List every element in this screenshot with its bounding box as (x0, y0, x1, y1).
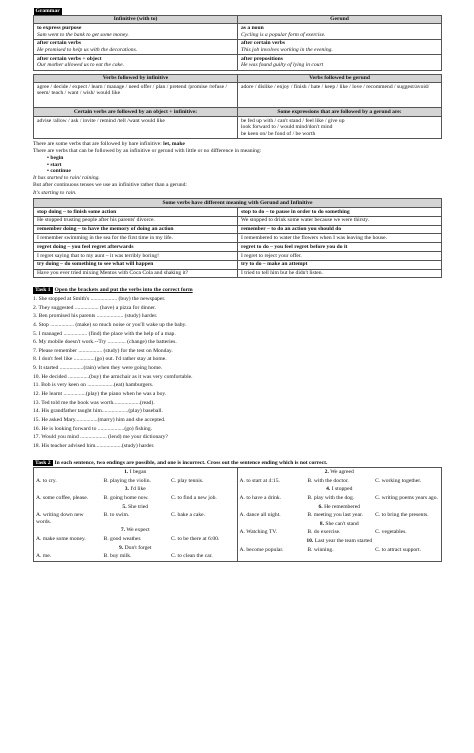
expression-line: be fed up with / can't stand / feel like / give up (241, 117, 345, 124)
task2-item-header (34, 485, 237, 494)
example: He was found guilty of lying in court (241, 62, 324, 69)
task1-item[interactable]: 13. Ted told me the book was worth...................(read). (33, 399, 155, 406)
task1-item[interactable]: 3. Ben promised his parents ................... (study) harder. (33, 313, 158, 320)
task2-option[interactable]: C. to bring the presents. (375, 512, 429, 519)
task2-option[interactable]: A. dance all night. (239, 512, 281, 519)
task2-stem: I began (129, 469, 147, 476)
task2-number: 7. (120, 527, 126, 534)
table-row: I regret saying that to my aunt – it was terribly boring! I regret to reject your offer. (34, 251, 442, 260)
task2-stem: We agreed (330, 469, 354, 476)
task2-stem: Don't forget (124, 544, 152, 551)
list-item: • continue (47, 168, 442, 175)
expression-line: look forward to / would mind/don't mind (241, 124, 333, 131)
task2-option[interactable]: B. winning. (307, 546, 334, 553)
task2-number: 9. (119, 544, 124, 551)
task2-options-row (34, 552, 237, 561)
task2-left-column (34, 468, 238, 561)
task2-option[interactable]: B. playing the violin. (103, 477, 151, 484)
task2-option[interactable]: C. working together. (375, 477, 422, 484)
task1-item[interactable]: 15. He asked Mary................(marry) him and she accepted. (33, 417, 166, 424)
rule: after certain verbs (241, 40, 286, 47)
task1-item[interactable]: 8. I don't feel like ...............(go) out. I'd rather stay at home. (33, 356, 167, 363)
verbs-infinitive-list: agree / decide / expect / learn / manage / need offer / plan / pretend /promise /refuse / seem/ teach / want / wish/ would like (34, 83, 238, 108)
task2-option[interactable]: C. writing poems years ago. (375, 495, 438, 502)
task2-number: 1. (124, 469, 129, 476)
task2-stem: We expect (126, 527, 150, 534)
task1-item[interactable]: 7. Please remember ................. (study) for the test on Monday. (33, 347, 173, 354)
meaning-header: Some verbs have different meaning with Gerund and Infinitive (34, 199, 442, 208)
task1-item[interactable]: 12. He learnt ................(play) the piano when he was a boy. (33, 391, 167, 398)
task2-option[interactable]: C. to be there at 6:00. (171, 536, 220, 543)
example: It's starting to rain. (33, 189, 77, 196)
task2-item-header (34, 503, 237, 512)
task2-item-header (238, 485, 442, 494)
task1-item[interactable]: 6. My mobile doesn't work.--Try ............. (change) the batteries. (33, 339, 177, 346)
grammar-label: Grammar (35, 8, 60, 14)
task1-item[interactable]: 9. It started .................(rain) when they were going home. (33, 365, 163, 372)
list-item: • start (47, 162, 442, 169)
little-difference-note: There are verbs that can be followed by an infinitive or gerund with little or no difference in meaning: (33, 147, 262, 154)
task2-stem: He remembered (324, 503, 360, 510)
task2-option[interactable]: B. meeting you last year. (307, 512, 363, 519)
task2-stem: Last year the team started (314, 538, 373, 545)
infinitive-header: Infinitive (with to) (34, 15, 238, 24)
task2-option[interactable]: B. buy milk. (103, 553, 132, 560)
verbs-infinitive-header: Verbs followed by infinitive (34, 74, 238, 83)
table-row: try doing – do something to see what will happen try to do – make an attempt (34, 260, 442, 269)
task2-number: 6. (318, 503, 323, 510)
task2-grid (33, 467, 442, 562)
task2-title: Task 2 In each sentence, two endings are possible, and one is incorrect. Cross out the sentence ending which is not correct. (35, 459, 328, 466)
table-row: remember doing – to have the memory of doing an action remember – to do an action you should do (34, 225, 442, 234)
expression-line: be keen on/ be fond of / be worth (241, 130, 316, 137)
task1-item[interactable]: 2. They suggested ................. (have) a pizza for dinner. (33, 304, 157, 311)
task2-option[interactable]: A. make some money. (36, 536, 86, 543)
task2-item-header (34, 544, 237, 553)
verb-bullet-list (33, 155, 442, 175)
task2-item-header (34, 526, 237, 535)
example: He promised to help us with the decorations. (37, 46, 138, 53)
task2-number: 4. (326, 486, 331, 493)
gerund-expressions-header: Some expressions that are followed by a gerund are: (238, 108, 442, 117)
task2-option[interactable]: A. some coffee, please. (36, 495, 89, 502)
worksheet (33, 8, 442, 562)
task1-item[interactable]: 4. Stop ................. (make) so much noise or you'll wake up the baby. (33, 321, 187, 328)
task1-item[interactable]: 17. Would you mind ................... (lend) me your dictionary? (33, 434, 168, 441)
task2-option[interactable]: C. to clean the car. (171, 553, 213, 560)
task1-title: Task 1 Open the brackets and put the verbs into the correct form (35, 287, 193, 294)
task2-item-header (238, 468, 442, 477)
task2-stem: I'd like (130, 486, 146, 493)
task2-item-header (34, 468, 237, 477)
task2-option[interactable]: A. become popular. (239, 546, 284, 553)
grammar-table (33, 8, 442, 139)
task2-option[interactable]: A. to start at 4:15. (239, 477, 280, 484)
meaning-table (33, 198, 442, 278)
task1-item[interactable]: 1. She stopped at Smith's ................... (buy) the newspaper. (33, 295, 166, 302)
task1-item[interactable]: 5. I managed ................. (find) the place with the help of a map. (33, 330, 176, 337)
task1-item[interactable]: 14. His grandfather taught him...................(play) baseball. (33, 408, 163, 415)
table-row (34, 24, 442, 39)
task1-item[interactable]: 18. His teacher advised him...................(study) harder. (33, 443, 155, 450)
object-infinitive-list: advise /allow / ask / invite / remind /tell /want would like (34, 117, 238, 139)
table-row: I remember swimming in the sea for the first time in my life. I remembered to water the flowers when I was leaving the house. (34, 234, 442, 243)
task2-label: Task 2 (35, 459, 51, 466)
task2-option[interactable]: A. to cry. (36, 477, 57, 484)
task2-options-row (34, 477, 237, 486)
task2-option[interactable]: B. do exercise. (307, 529, 341, 536)
rule: after certain verbs (37, 40, 82, 47)
task2-option[interactable]: C. bake a cake. (171, 512, 206, 519)
task2-options-row (238, 528, 442, 537)
task2-options-row (34, 535, 237, 544)
task2-option[interactable]: C. play tennis. (171, 477, 204, 484)
task1-item[interactable]: 11. Bob is very keen on ...................(eat) hamburgers. (33, 382, 154, 389)
task2-item-header (238, 520, 442, 529)
task2-option[interactable]: B. going home now. (103, 495, 149, 502)
table-row: Have you ever tried mixing Mentos with Coca Cola and shaking it? I tried to tell him but he didn't listen. (34, 269, 442, 278)
table-row: He stopped trusting people after his parents' divorce. We stopped to drink some water because we were thirsty. (34, 216, 442, 225)
task2-option[interactable]: B. with the doctor. (307, 477, 349, 484)
table-row: regret doing – you feel regret afterwards regret to do – you feel regret before you do it (34, 243, 442, 252)
task1-list (33, 295, 442, 451)
continuous-note: But after continuous tenses we use an infinitive rather than a gerund: (33, 182, 187, 189)
task2-option[interactable]: A. me. (36, 553, 52, 560)
gerund-header: Gerund (238, 15, 442, 24)
task2-number: 3. (124, 486, 129, 493)
task2-options-row (34, 511, 237, 526)
verbs-gerund-list: adore / dislike / enjoy / finish / hate / keep / like / love / recommend / suggest/avoid/ (238, 83, 442, 108)
task2-item-header (238, 503, 442, 512)
task2-item-header (238, 537, 442, 546)
task2-options-row (34, 494, 237, 503)
list-item: • begin (47, 155, 442, 162)
task2-stem: She can't stand (325, 520, 359, 527)
task2-options-row (238, 494, 442, 503)
task2-stem: She tried (128, 503, 149, 510)
task2-option[interactable]: A. Watching TV. (239, 529, 277, 536)
task2-option[interactable]: C. to find a new job. (171, 495, 217, 502)
example: Cycling is a popular form of exercise. (241, 31, 326, 38)
bare-infinitive-note: There are some verbs that are followed by bare infinitive: let, make (33, 140, 185, 147)
example: This job involves working in the evening. (241, 46, 333, 53)
task2-number: 10. (306, 538, 314, 545)
task1-item[interactable]: 10. He decided ...............(buy) the armchair as it was very comfortable. (33, 373, 193, 380)
example: Sam went to the bank to get some money. (37, 31, 129, 38)
task1-item[interactable]: 16. He is looking forward to ...................(go) fishing. (33, 425, 153, 432)
table-row (34, 55, 442, 70)
task2-stem: I stopped (331, 486, 353, 493)
task2-option[interactable]: A. writing down new words. (36, 512, 84, 525)
task2-option[interactable]: C. vegetables. (375, 529, 407, 536)
task2-option[interactable]: A. to have a drink. (239, 495, 282, 502)
task1-label: Task 1 (35, 287, 51, 294)
task2-options-row (238, 511, 442, 520)
rule: after prepositions (241, 55, 283, 62)
task2-number: 2. (324, 469, 329, 476)
task2-options-row (238, 546, 442, 555)
object-infinitive-header: Certain verbs are followed by an object + infinitive: (34, 108, 238, 117)
rule: to express purpose (37, 24, 82, 31)
example: It has started to rain/ raining. (33, 175, 100, 182)
task2-option[interactable]: B. to swim. (103, 512, 130, 519)
rule: after certain verbs + object (37, 55, 102, 62)
verbs-gerund-header: Verbs followed be gerund (238, 74, 442, 83)
task2-number: 8. (319, 520, 324, 527)
task2-option[interactable]: C. to attract support. (375, 546, 421, 553)
task2-right-column (238, 468, 442, 561)
task2-number: 5. (122, 503, 127, 510)
task2-options-row (238, 477, 442, 486)
task2-option[interactable]: B. good weather. (103, 536, 142, 543)
rule: as a noun (241, 24, 264, 31)
example: Our mother allowed us to eat the cake. (37, 62, 124, 69)
task2-option[interactable]: B. play with the dog. (307, 495, 355, 502)
table-row (34, 39, 442, 54)
table-row: stop doing – to finish some action stop to do – to pause in order to do something (34, 208, 442, 217)
